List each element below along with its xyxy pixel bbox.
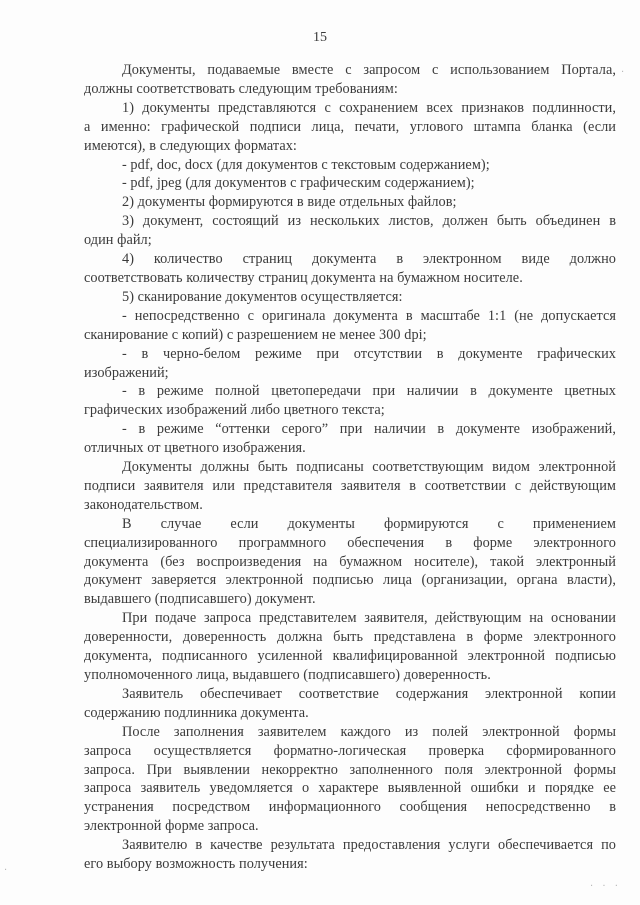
paragraph xyxy=(84,515,616,610)
text-line: Заявитель обеспечивает соответствие содержания электронной копии xyxy=(122,685,616,702)
paragraph xyxy=(84,307,616,345)
text-line: При подаче запроса представителем заявителя, действующим на основании xyxy=(122,610,616,627)
text-line: сканирование с копий) с разрешением не менее 300 dpi; xyxy=(84,326,427,343)
text-line: содержанию подлинника документа. xyxy=(84,704,309,721)
text-line: изображений; xyxy=(84,364,169,381)
text-line: должны соответствовать следующим требованиям: xyxy=(84,80,398,97)
text-line: подписи заявителя или представителя заявителя в соответствии с действующим xyxy=(84,477,616,494)
text-line: отличных от цветного изображения. xyxy=(84,440,306,457)
text-line: уполномоченного лица, выдавшего (подписавшего) доверенность. xyxy=(84,667,491,683)
paragraph xyxy=(84,212,616,250)
text-line: - в режиме “оттенки серого” при наличии в документе изображений, xyxy=(122,421,616,438)
paragraph xyxy=(84,193,616,212)
text-line: соответствовать количеству страниц документа на бумажном носителе. xyxy=(84,269,523,286)
paragraph xyxy=(84,61,616,99)
text-line: запроса. При выявлении некорректно заполненного поля электронной формы xyxy=(84,761,616,778)
paragraph xyxy=(84,99,616,156)
scan-artifact: . . . xyxy=(590,878,621,889)
text-line: Документы, подаваемые вместе с запросом с использованием Портала, xyxy=(122,62,616,78)
text-line: 3) документ, состоящий из нескольких листов, должен быть объединен в xyxy=(122,213,616,230)
text-line: запроса заявитель уведомляется о характере выявленной ошибки и порядке ее xyxy=(84,780,616,797)
text-line: устранения посредством информационного сообщения непосредственно в xyxy=(84,799,616,816)
text-line: - pdf, jpeg (для документов с графическим содержанием); xyxy=(122,175,475,192)
text-line: доверенности, доверенность должна быть представлена в форме электронного xyxy=(84,629,616,646)
text-line: графических изображений либо цветного текста; xyxy=(84,402,385,419)
paragraph xyxy=(84,458,616,515)
text-line: документ заверяется электронной подписью лица (организации, органа власти), xyxy=(84,572,616,589)
paragraph xyxy=(84,420,616,458)
paragraph xyxy=(84,156,616,175)
text-line: документа (без воспроизведения на бумажном носителе), такой электронный xyxy=(84,553,616,570)
text-line: - непосредственно с оригинала документа в масштабе 1:1 (не допускается xyxy=(122,307,616,324)
text-line: - pdf, doc, docx (для документов с текстовым содержанием); xyxy=(122,156,490,173)
text-line: специализированного программного обеспечения в форме электронного xyxy=(84,534,616,551)
text-line: - в черно-белом режиме при отсутствии в документе графических xyxy=(122,345,616,362)
text-line: Документы должны быть подписаны соответствующим видом электронной xyxy=(122,459,616,476)
paragraph xyxy=(84,174,616,193)
text-line: В случае если документы формируются с применением xyxy=(122,515,616,532)
text-line: законодательством. xyxy=(84,496,203,513)
page-number: 15 xyxy=(313,30,327,45)
text-line: После заполнения заявителем каждого из полей электронной формы xyxy=(122,723,616,740)
text-line: 2) документы формируются в виде отдельных файлов; xyxy=(122,194,457,211)
scan-artifact: . xyxy=(4,862,8,873)
paragraph xyxy=(84,609,616,685)
document-body xyxy=(84,61,616,874)
paragraph xyxy=(84,250,616,288)
text-line: документа, подписанного усиленной квалифицированной электронной подписью xyxy=(84,648,616,665)
paragraph xyxy=(84,382,616,420)
text-line: 4) количество страниц документа в электронном виде должно xyxy=(122,251,616,268)
paragraph xyxy=(84,345,616,383)
text-line: электронной форме запроса. xyxy=(84,818,259,835)
text-line: - в режиме полной цветопередачи при наличии в документе цветных xyxy=(122,383,616,400)
text-line: один файл; xyxy=(84,232,152,249)
text-line: 1) документы представляются с сохранением всех признаков подлинности, xyxy=(122,99,616,116)
text-line: выдавшего (подписавшего) документ. xyxy=(84,591,316,608)
text-line: его выбору возможность получения: xyxy=(84,856,308,873)
paragraph xyxy=(84,288,616,307)
paragraph xyxy=(84,723,616,836)
text-line: а именно: графической подписи лица, печати, углового штампа бланка (если xyxy=(84,118,616,135)
paragraph xyxy=(84,685,616,723)
text-line: 5) сканирование документов осуществляется: xyxy=(122,288,403,305)
scan-artifact: . xyxy=(621,64,625,75)
text-line: имеются), в следующих форматах: xyxy=(84,137,297,154)
text-line: запроса осуществляется форматно-логическая проверка сформированного xyxy=(84,742,616,759)
text-line: Заявителю в качестве результата предоставления услуги обеспечивается по xyxy=(122,837,616,854)
paragraph xyxy=(84,836,616,874)
